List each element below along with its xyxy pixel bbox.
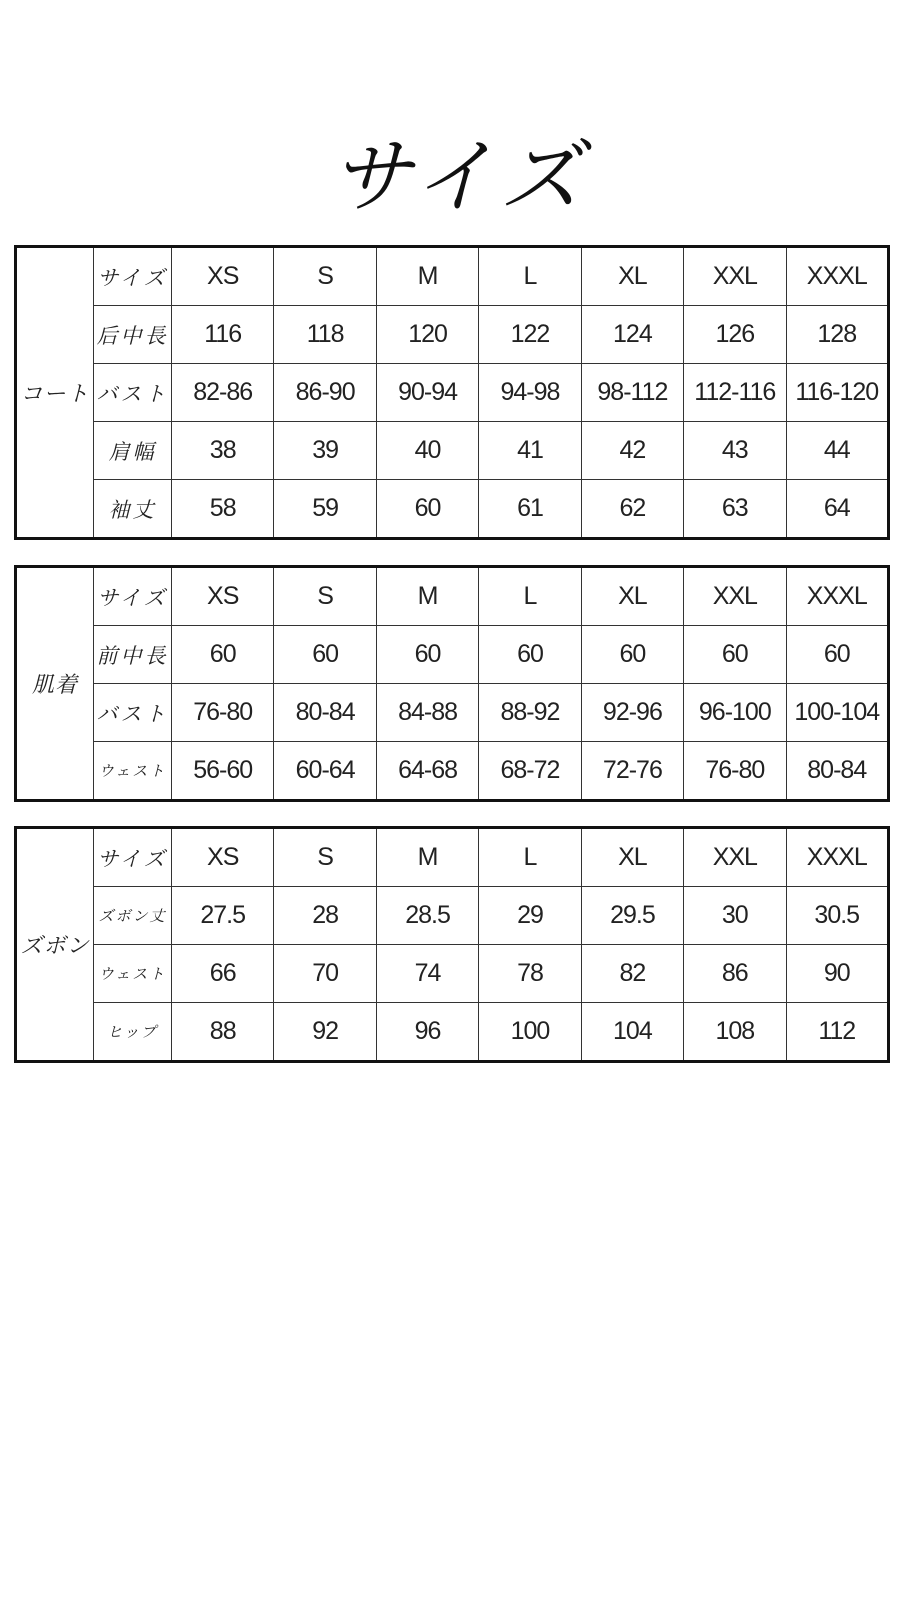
table-cell: 74 — [376, 945, 478, 1003]
group-label-coat: コート — [16, 247, 94, 539]
row-label: 袖丈 — [94, 480, 172, 539]
table-cell: 29 — [479, 887, 581, 945]
size-header: XXXL — [786, 567, 888, 626]
table-cell: 30 — [684, 887, 786, 945]
size-header: XS — [172, 828, 274, 887]
table-cell: 116-120 — [786, 364, 888, 422]
table-cell: 94-98 — [479, 364, 581, 422]
table-row — [16, 626, 889, 684]
table-cell: 86-90 — [274, 364, 376, 422]
table-cell: 112 — [786, 1003, 888, 1062]
size-header: M — [376, 828, 478, 887]
table-row — [16, 247, 889, 306]
row-label: 后中長 — [94, 306, 172, 364]
table-cell: 60 — [376, 480, 478, 539]
table-cell: 42 — [581, 422, 683, 480]
table-cell: 86 — [684, 945, 786, 1003]
size-header: M — [376, 247, 478, 306]
table-cell: 76-80 — [684, 742, 786, 801]
table-cell: 59 — [274, 480, 376, 539]
group-label-pants: ズボン — [16, 828, 94, 1062]
size-header: L — [479, 247, 581, 306]
table-cell: 60 — [581, 626, 683, 684]
table-row — [16, 742, 889, 801]
table-cell: 96-100 — [684, 684, 786, 742]
table-cell: 41 — [479, 422, 581, 480]
row-label: 前中長 — [94, 626, 172, 684]
size-header: L — [479, 567, 581, 626]
table-row — [16, 945, 889, 1003]
table-cell: 39 — [274, 422, 376, 480]
table-cell: 120 — [376, 306, 478, 364]
size-header: XL — [581, 247, 683, 306]
table-cell: 58 — [172, 480, 274, 539]
table-cell: 128 — [786, 306, 888, 364]
size-header: XS — [172, 247, 274, 306]
table-cell: 116 — [172, 306, 274, 364]
page-title: サイズ — [330, 130, 588, 225]
pants-size-table — [14, 826, 890, 1063]
size-header: XL — [581, 828, 683, 887]
table-row — [16, 828, 889, 887]
table-cell: 90 — [786, 945, 888, 1003]
table-cell: 68-72 — [479, 742, 581, 801]
group-label-inner: 肌着 — [16, 567, 94, 801]
row-label: ウェスト — [94, 742, 172, 801]
table-cell: 27.5 — [172, 887, 274, 945]
size-header: XS — [172, 567, 274, 626]
table-cell: 92-96 — [581, 684, 683, 742]
table-cell: 28 — [274, 887, 376, 945]
table-cell: 118 — [274, 306, 376, 364]
table-row — [16, 684, 889, 742]
table-cell: 66 — [172, 945, 274, 1003]
table-cell: 88 — [172, 1003, 274, 1062]
table-row — [16, 306, 889, 364]
table-cell: 88-92 — [479, 684, 581, 742]
table-cell: 76-80 — [172, 684, 274, 742]
table-row — [16, 480, 889, 539]
table-cell: 29.5 — [581, 887, 683, 945]
table-row — [16, 887, 889, 945]
table-cell: 60-64 — [274, 742, 376, 801]
size-header: XXL — [684, 828, 786, 887]
table-cell: 60 — [376, 626, 478, 684]
row-label: サイズ — [94, 247, 172, 306]
row-label: ヒップ — [94, 1003, 172, 1062]
table-cell: 90-94 — [376, 364, 478, 422]
table-cell: 40 — [376, 422, 478, 480]
table-cell: 60 — [479, 626, 581, 684]
table-cell: 100-104 — [786, 684, 888, 742]
table-cell: 30.5 — [786, 887, 888, 945]
table-cell: 84-88 — [376, 684, 478, 742]
row-label: ズボン丈 — [94, 887, 172, 945]
table-cell: 80-84 — [274, 684, 376, 742]
size-header: XXL — [684, 247, 786, 306]
table-row — [16, 1003, 889, 1062]
size-header: M — [376, 567, 478, 626]
table-cell: 60 — [786, 626, 888, 684]
inner-size-table — [14, 565, 890, 802]
table-cell: 124 — [581, 306, 683, 364]
table-cell: 82 — [581, 945, 683, 1003]
row-label: 肩幅 — [94, 422, 172, 480]
table-cell: 61 — [479, 480, 581, 539]
size-header: S — [274, 247, 376, 306]
table-cell: 112-116 — [684, 364, 786, 422]
table-cell: 80-84 — [786, 742, 888, 801]
table-cell: 82-86 — [172, 364, 274, 422]
table-cell: 44 — [786, 422, 888, 480]
table-cell: 60 — [684, 626, 786, 684]
table-cell: 64 — [786, 480, 888, 539]
coat-size-table — [14, 245, 890, 540]
size-header: S — [274, 828, 376, 887]
table-row — [16, 364, 889, 422]
table-cell: 64-68 — [376, 742, 478, 801]
table-row — [16, 422, 889, 480]
table-cell: 96 — [376, 1003, 478, 1062]
table-cell: 108 — [684, 1003, 786, 1062]
table-cell: 56-60 — [172, 742, 274, 801]
table-cell: 104 — [581, 1003, 683, 1062]
table-cell: 78 — [479, 945, 581, 1003]
table-cell: 60 — [172, 626, 274, 684]
table-cell: 100 — [479, 1003, 581, 1062]
size-header: XXXL — [786, 828, 888, 887]
row-label: バスト — [94, 684, 172, 742]
table-cell: 122 — [479, 306, 581, 364]
table-cell: 60 — [274, 626, 376, 684]
size-header: XXL — [684, 567, 786, 626]
table-cell: 28.5 — [376, 887, 478, 945]
table-cell: 92 — [274, 1003, 376, 1062]
size-header: S — [274, 567, 376, 626]
size-header: XL — [581, 567, 683, 626]
table-cell: 98-112 — [581, 364, 683, 422]
size-header: L — [479, 828, 581, 887]
table-cell: 38 — [172, 422, 274, 480]
table-cell: 72-76 — [581, 742, 683, 801]
table-cell: 62 — [581, 480, 683, 539]
table-cell: 70 — [274, 945, 376, 1003]
row-label: ウェスト — [94, 945, 172, 1003]
row-label: サイズ — [94, 567, 172, 626]
size-header: XXXL — [786, 247, 888, 306]
table-row — [16, 567, 889, 626]
table-cell: 126 — [684, 306, 786, 364]
row-label: サイズ — [94, 828, 172, 887]
table-cell: 63 — [684, 480, 786, 539]
row-label: バスト — [94, 364, 172, 422]
table-cell: 43 — [684, 422, 786, 480]
